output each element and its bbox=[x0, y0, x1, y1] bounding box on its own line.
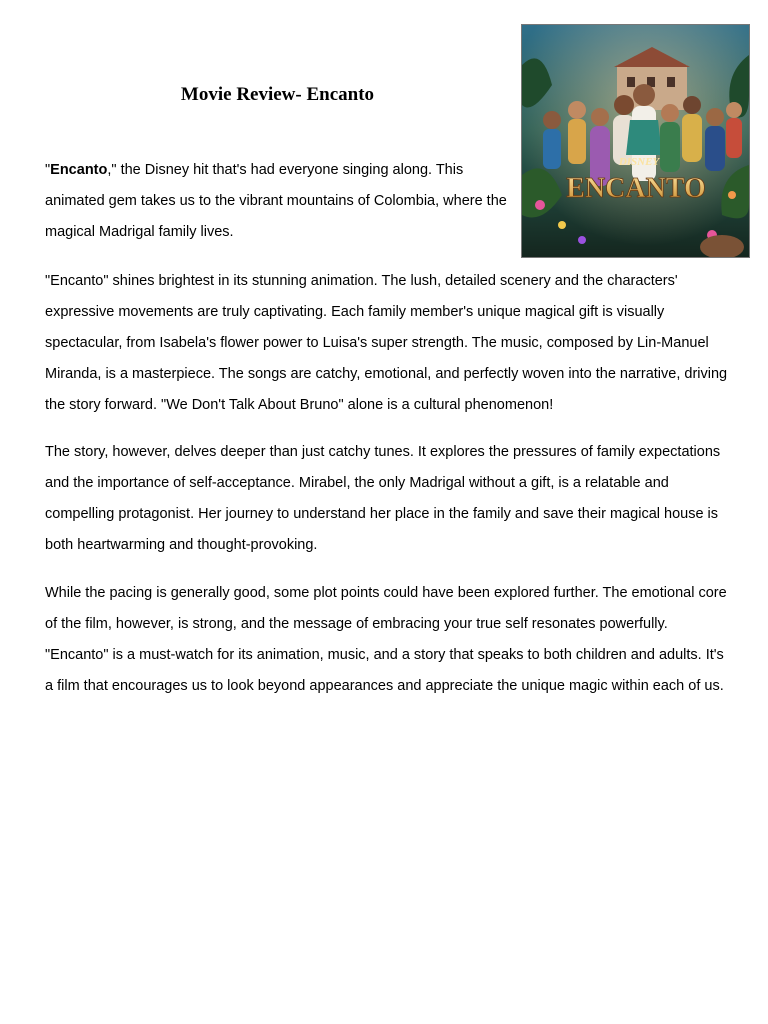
quote-mark: " bbox=[45, 162, 51, 178]
review-paragraph-conclusion: While the pacing is generally good, some plot points could have been explored further. The emotional core of the film, however, is strong, and the message of embracing your true self resonates powerfully. "Encanto" is a must-watch for its animation, music, and a story that speaks to both children and adults. It's a film that encourages us to look beyond appearances and appreciate the unique magic within each of us. bbox=[45, 585, 727, 694]
review-paragraph-animation-music: "Encanto" shines brightest in its stunning animation. The lush, detailed scenery and the characters' expressive movements are truly captivating. Each family member's unique magical gift is visually spectacular, from Isabela's flower power to Luisa's super strength. The music, composed by Lin-Manuel Miranda, is a masterpiece. The songs are catchy, emotional, and perfectly woven into the narrative, driving the story forward. "We Don't Talk About Bruno" alone is a cultural phenomenon! bbox=[45, 273, 728, 413]
poster-logo-disney: DISNEY bbox=[618, 156, 660, 168]
film-title-bold: Encanto bbox=[50, 162, 108, 178]
document-title: Movie Review- Encanto bbox=[180, 84, 375, 105]
encanto-poster-image bbox=[521, 24, 750, 258]
review-paragraph-intro bbox=[45, 155, 510, 248]
poster-logo-encanto: ENCANTO bbox=[566, 173, 706, 204]
intro-text: ," the Disney hit that's had everyone singing along. This animated gem takes us to the vibrant mountains of Colombia, where the magical Madrigal family lives. bbox=[45, 162, 507, 240]
review-paragraph-story: The story, however, delves deeper than just catchy tunes. It explores the pressures of family expectations and the importance of self-acceptance. Mirabel, the only Madrigal without a gift, is a relatable and compelling protagonist. Her journey to understand her place in the family and save their magical house is both heartwarming and thought-provoking. bbox=[45, 444, 721, 553]
